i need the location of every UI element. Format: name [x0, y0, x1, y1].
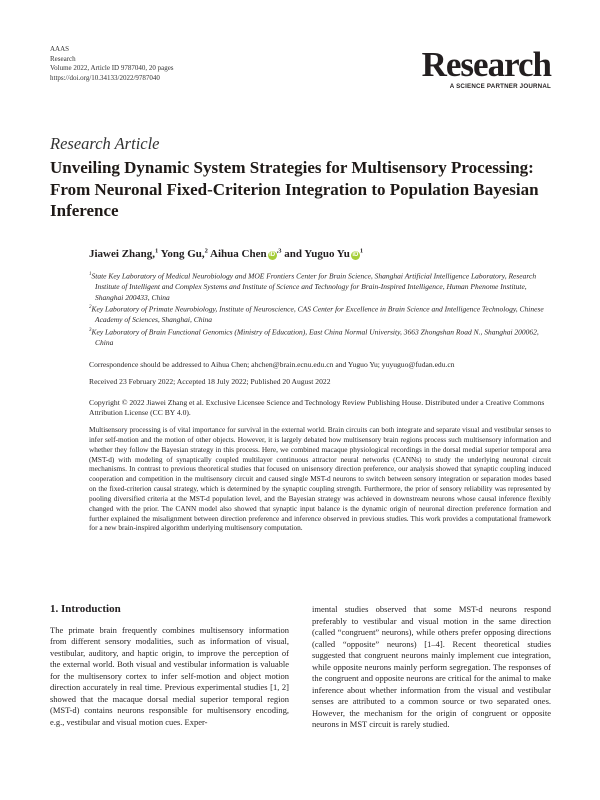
article-title: Unveiling Dynamic System Strategies for Multisensory Processing: From Neuronal Fixed-Criterion Integration to Population Bayesian Inference: [50, 158, 539, 220]
orcid-icon[interactable]: iD: [352, 252, 359, 258]
meta-volume: Volume 2022, Article ID 9787040, 20 pages: [50, 64, 174, 73]
journal-logo: [421, 45, 551, 90]
meta-publisher: AAAS: [50, 45, 70, 53]
affiliation: $^1$State Key Laboratory of Medical Neurobiology and MOE Frontiers Center for Brain Science, Shanghai Artificial Intelligence Laboratory, Research Institute of Intelligent and Complex Systems and Institute of Science and Technology for Brain-Inspired Intelligence, Human Phenome Institute, Shanghai 200433, China: [89, 271, 537, 302]
journal-logo-name: Research: [421, 45, 551, 84]
publication-dates: Received 23 February 2022; Accepted 18 July 2022; Published 20 August 2022: [89, 377, 331, 386]
intro-left-column: [50, 604, 289, 728]
article-type: Research Article: [50, 134, 160, 153]
meta-doi-link[interactable]: https://doi.org/10.34133/2022/9787040: [50, 73, 160, 82]
author-name: and Yuguo Yu: [284, 248, 350, 260]
author-list: [89, 248, 363, 260]
correspondence: Correspondence should be addressed to Aihua Chen; ahchen@brain.ecnu.edu.cn and Yuguo Yu; yuyuguo@fudan.edu.cn: [89, 360, 455, 369]
intro-paragraph-continued: imental studies observed that some MST-d neurons respond preferably to vestibular and visual motion in the same direction (called “congruent” neurons), while others prefer opposing directions (called “opposite” neurons) [1–4]. Recent theoretical studies suggested that congruent neurons mainly implement cue integration, while opposite neurons mainly perform segregation. The responses of the congruent and opposite neurons are critical for the animal to make inference about whether information from the visual and vestibular senses are attributed to a common source or two separated ones. However, the mechanism for the origin of congruent or opposite neurons in MST circuit is rarely studied.: [312, 604, 551, 730]
author-name: Yong Gu,: [160, 248, 205, 260]
intro-paragraph: The primate brain frequently combines multisensory information from different sensory modalities, such as information of visual, vestibular, auditory, and haptic origin, to improve the perception of the external world. Both visual and vestibular information is valuable for the multisensory cortex to infer self-motion and object motion direction accurately in real time. Previous experimental studies [1, 2] showed that the macaque dorsal medial superior temporal region (MST-d) contains neurons responsible for multisensory encoding, e.g., vestibular and visual motion cues. Exper-: [50, 624, 289, 727]
affiliation: $^3$Key Laboratory of Brain Functional Genomics (Ministry of Education), East China Normal University, 3663 Zhongshan Road N., Shanghai 200062, China: [89, 327, 539, 348]
orcid-icon[interactable]: iD: [269, 252, 276, 258]
author-name: Jiawei Zhang,: [89, 248, 156, 260]
author-affil-mark: 1: [155, 247, 159, 255]
abstract: Multisensory processing is of vital importance for survival in the external world. Brain circuits can both integrate and separate visual and vestibular senses to infer self-motion and the motion of other objects. However, it is largely debated how multisensory brain regions process such multisensory information and whether they follow the Bayesian strategy in this process. Here, we combined macaque physiological recordings in the dorsal medial superior temporal area (MST-d) with modeling of synaptically coupled multilayer continuous attractor neural networks (CANNs) to study the underlying neuronal circuit mechanisms. In contrast to previous theoretical studies that focused on unisensory direction preference, our analysis showed that synaptic coupling induced cooperation and competition in the multisensory circuit and caused single MST-d neurons to switch between sensory integration or separation modes based on the fixed-criterion causal strategy, which is determined by the synaptic coupling strength. Furthermore, the prior of sensory reliability was represented by pooling diversified criteria at the MST-d population level, and the Bayesian strategy was achieved in downstream neurons whose causal inference flexibly changed with the prior. The CANN model also showed that synaptic input balance is the dynamic origin of neuronal direction preference formation and further explained the misalignment between direction preference and inference observed in previous studies. This work provides a computational framework for a new brain-inspired algorithm underlying multisensory computation.: [89, 425, 551, 533]
section-heading: 1. Introduction: [50, 603, 121, 615]
journal-logo-subtitle: A SCIENCE PARTNER JOURNAL: [449, 83, 551, 90]
affiliation: $^2$Key Laboratory of Primate Neurobiology, Institute of Neuroscience, CAS Center for Excellence in Brain Science and Intelligence Technology, Chinese Academy of Sciences, Shanghai, China: [89, 304, 544, 325]
author-affil-mark: ,3: [276, 247, 282, 255]
author-affil-mark: 1: [359, 247, 364, 255]
affiliations: [89, 270, 551, 349]
copyright-notice: Copyright © 2022 Jiawei Zhang et al. Exclusive Licensee Science and Technology Review Publishing House. Distributed under a Creative Commons Attribution License (CC BY 4.0).: [89, 398, 545, 417]
meta-journal: Research: [50, 54, 76, 63]
journal-meta: [50, 45, 174, 83]
author-affil-mark: 2: [204, 247, 208, 255]
intro-right-column: [312, 604, 551, 731]
author-name: Aihua Chen: [210, 248, 267, 260]
